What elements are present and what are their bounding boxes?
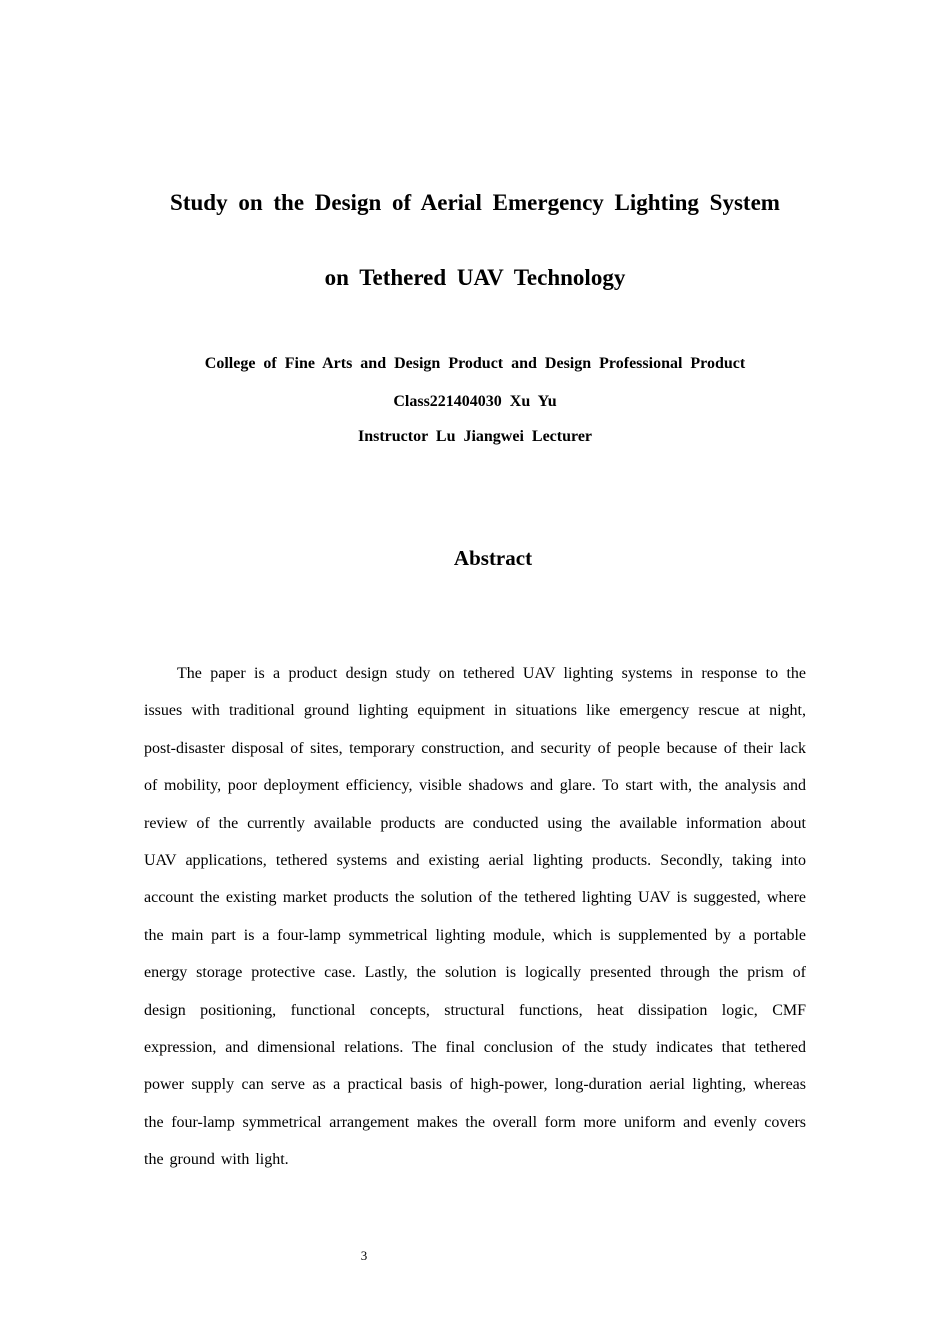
- abstract-body: The paper is a product design study on tethered UAV lighting systems in response to the issues with traditional ground lighting equipment in situations like emergency rescue at night, post-disaster disposal of sites, temporary construction, and security of people because of their lack of mobility, poor deployment efficiency, visible shadows and glare. To start with, the analysis and review of the currently available products are conducted using the available information about UAV applications, tethered systems and existing aerial lighting products. Secondly, taking into account the existing market products the solution of the tethered lighting UAV is suggested, where the main part is a four-lamp symmetrical lighting module, which is supplemented by a portable energy storage protective case. Lastly, the solution is logically presented through the prism of design positioning, functional concepts, structural functions, heat dissipation logic, CMF expression, and dimensional relations. The final conclusion of the study indicates that tethered power supply can serve as a practical basis of high-power, long-duration aerial lighting, whereas the four-lamp symmetrical arrangement makes the overall form more uniform and evenly covers the ground with light.: [144, 665, 806, 1169]
- class-author-line: Class221404030 Xu Yu: [393, 393, 557, 410]
- college-line: College of Fine Arts and Design Product and Design Professional Product: [204, 355, 746, 372]
- abstract-heading: Abstract: [453, 546, 533, 570]
- page-number: 3: [360, 1248, 368, 1263]
- paper-title-line-2: on Tethered UAV Technology: [324, 265, 626, 290]
- paper-title-line-1: Study on the Design of Aerial Emergency Lighting System: [170, 190, 780, 215]
- instructor-line: Instructor Lu Jiangwei Lecturer: [357, 428, 593, 445]
